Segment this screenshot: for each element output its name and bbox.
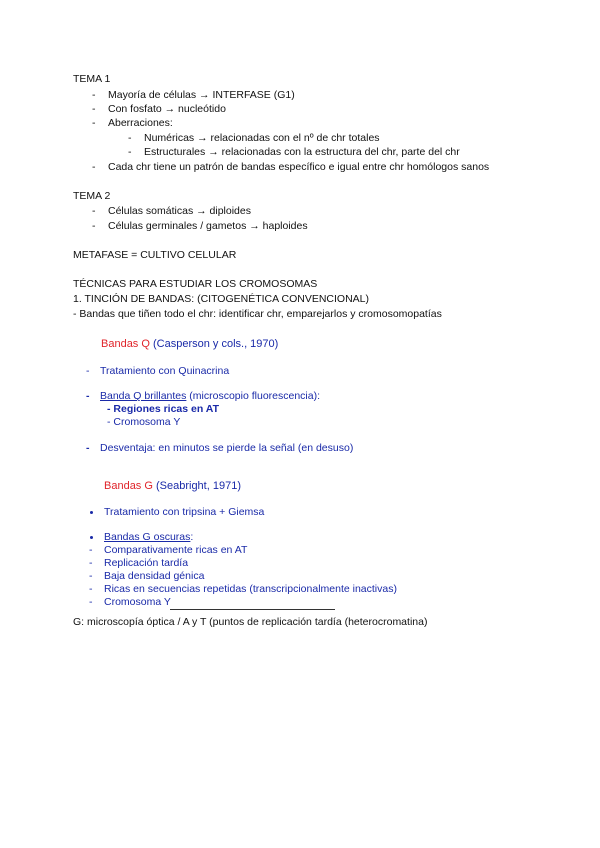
bandas-g-oscuras	[104, 530, 193, 544]
bandas-g-list-item: Comparativamente ricas en AT	[104, 544, 248, 556]
bandas-g-title-blue: (Seabright, 1971)	[152, 480, 241, 492]
bandas-g-list-item: Ricas en secuencias repetidas (transcripcionalmente inactivas)	[104, 583, 397, 595]
list-item: Mayoría de células → INTERFASE (G1)	[108, 89, 295, 101]
tecnicas-note: - Bandas que tiñen todo el chr: identificar chr, emparejarlos y cromosomopatías	[73, 308, 442, 320]
bandas-q-item: Desventaja: en minutos se pierde la señal (en desuso)	[100, 442, 354, 454]
bandas-g-title-red: Bandas G	[104, 480, 153, 492]
slide-dash: -	[89, 596, 93, 608]
bandas-q-title-blue: (Casperson y cols., 1970)	[149, 338, 279, 350]
bandas-q-sub-item: - Cromosoma Y	[107, 416, 181, 428]
tecnicas-subheading: 1. TINCIÓN DE BANDAS: (CITOGENÉTICA CONVENCIONAL)	[73, 293, 369, 305]
sub-list-item: Numéricas → relacionadas con el nº de chr totales	[144, 132, 380, 144]
slide-dash: -	[89, 583, 93, 595]
bullet-dot	[90, 511, 93, 514]
list-dash: -	[92, 117, 96, 129]
slide-dash: -	[89, 570, 93, 582]
bandas-q-brillantes-rest: (microscopio fluorescencia):	[186, 390, 321, 402]
divider-line	[170, 609, 335, 610]
list-item: Aberraciones:	[108, 117, 173, 129]
list-item: Con fosfato → nucleótido	[108, 103, 226, 115]
tema2-heading: TEMA 2	[73, 190, 111, 202]
list-dash: -	[92, 205, 96, 217]
bandas-g-oscuras-colon: :	[190, 531, 194, 543]
slide-dash: -	[86, 442, 90, 454]
list-dash: -	[92, 89, 96, 101]
footer-note: G: microscopía óptica / A y T (puntos de replicación tardía (heterocromatina)	[73, 616, 428, 628]
list-item: Células germinales / gametos → haploides	[108, 220, 308, 232]
list-item: Cada chr tiene un patrón de bandas específico e igual entre chr homólogos sanos	[108, 161, 490, 173]
slide-dash: -	[86, 365, 90, 377]
bandas-q-item	[100, 389, 320, 403]
list-dash: -	[128, 146, 132, 158]
tecnicas-heading: TÉCNICAS PARA ESTUDIAR LOS CROMOSOMAS	[73, 278, 318, 290]
bandas-q-brillantes: Banda Q brillantes	[100, 390, 187, 402]
list-dash: -	[92, 161, 96, 173]
bandas-g-title	[104, 479, 241, 493]
list-dash: -	[92, 103, 96, 115]
bandas-g-list-item: Replicación tardía	[104, 557, 189, 569]
bandas-g-oscuras-label: Bandas G oscuras	[104, 531, 191, 543]
slide-dash: -	[89, 544, 93, 556]
list-dash: -	[92, 220, 96, 232]
bandas-g-item: Tratamiento con tripsina + Giemsa	[104, 506, 265, 518]
slide-dash: -	[89, 557, 93, 569]
tema1-heading: TEMA 1	[73, 73, 111, 85]
sub-list-item: Estructurales → relacionadas con la estructura del chr, parte del chr	[144, 146, 460, 158]
list-dash: -	[128, 132, 132, 144]
bandas-g-list-item: Cromosoma Y	[104, 596, 171, 608]
bandas-q-title-red: Bandas Q	[101, 338, 150, 350]
bandas-g-list-item: Baja densidad génica	[104, 570, 205, 582]
bandas-q-item: Tratamiento con Quinacrina	[100, 365, 230, 377]
bandas-q-sub-item: - Regiones ricas en AT	[107, 403, 220, 415]
bandas-q-title	[101, 337, 278, 351]
bullet-dot	[90, 536, 93, 539]
list-item: Células somáticas → diploides	[108, 205, 251, 217]
slide-dash: -	[86, 390, 90, 402]
metafase-line: METAFASE = CULTIVO CELULAR	[73, 249, 237, 261]
